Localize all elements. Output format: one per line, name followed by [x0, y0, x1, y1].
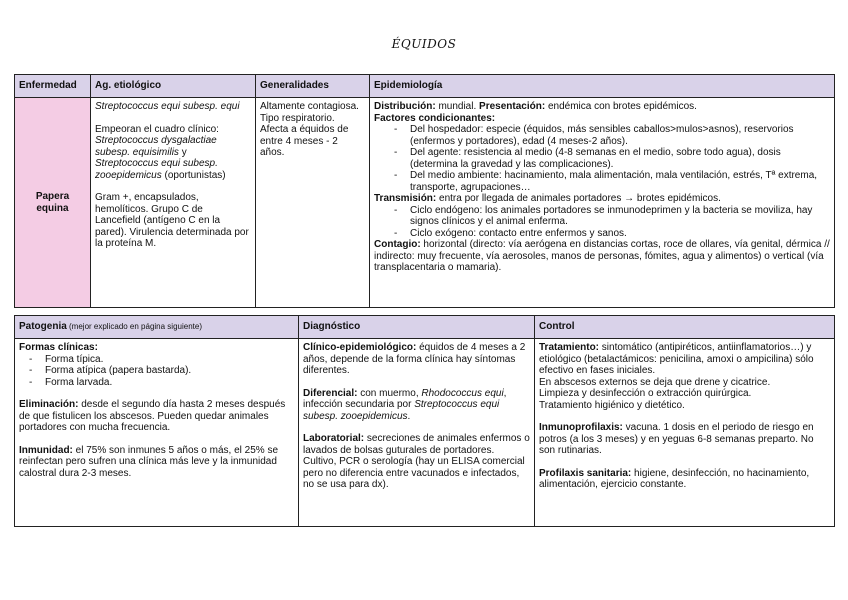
list-item: - Del agente: resistencia al medio (4-8 semanas en el medio, sobre todo agua), dosis (determina la gravedad y las complicaciones).	[374, 147, 830, 170]
header-enfermedad: Enfermedad	[15, 75, 91, 98]
agente-line3: Streptococcus dysgalactiae subesp. equisimilis y	[95, 135, 217, 158]
list-item: - Del medio ambiente: hacinamiento, mala alimentación, mala ventilación, estrés, Tª extrema, transporte, agrupaciones…	[374, 170, 830, 193]
agente-line5: Gram +, encapsulados, hemolíticos. Grupo C de Lancefield (antígeno C en la pared). Virulencia determinada por la proteína M.	[95, 192, 249, 249]
list-item: - Ciclo exógeno: contacto entre enfermos y sanos.	[374, 228, 830, 240]
factores-label: Factores condicionantes:	[374, 112, 496, 124]
eliminacion: Eliminación: desde el segundo día hasta 2 meses después de que fistulicen los abscesos. Pueden quedar animales portadores con mucha frecuencia.	[19, 399, 286, 433]
epidemiologia-cell	[370, 98, 835, 308]
inmunoprofilaxis: Inmunoprofilaxis: vacuna. 1 dosis en el periodo de riesgo en potros (a los 3 meses) y en yeguas 6-8 semanas preparto. No son rutinarias.	[539, 422, 814, 456]
agente-line4: Streptococcus equi subesp. zooepidemicus (oportunistas)	[95, 158, 226, 181]
diagnostico-cell	[299, 339, 535, 527]
diag-laboratorial: Laboratorial: secreciones de animales enfermos o lavados de bolsas guturales de portadores. Cultivo, PCR o serología (hay un ELISA comercial pero no diferencia entre vacunados e infectados, no se usa para dx).	[303, 433, 530, 490]
inmunidad: Inmunidad: el 75% son inmunes 5 años o más, el 25% se reinfectan pero sufren una clínica más leve y la inmunidad calostral dura 2-3 meses.	[19, 444, 279, 479]
list-item: - Forma típica.	[19, 354, 294, 366]
tratamiento-line4: Tratamiento higiénico y dietético.	[539, 399, 685, 411]
formas-list	[19, 354, 294, 389]
distribucion: Distribución: mundial. Presentación: endémica con brotes epidémicos.	[374, 101, 697, 112]
ciclos-list	[374, 205, 830, 240]
agente-line1: Streptococcus equi subesp. equi	[95, 101, 240, 112]
tratamiento-line2: En abscesos externos se deja que drene y cicatrice.	[539, 376, 771, 388]
page-title: ÉQUIDOS	[391, 37, 457, 51]
header-epidemiologia: Epidemiología	[370, 75, 835, 98]
generalidades-cell: Altamente contagiosa. Tipo respiratorio. Afecta a équidos de entre 4 meses - 2 años.	[256, 98, 370, 308]
list-item: - Ciclo endógeno: los animales portadores se inmunodeprimen y la bacteria se moviliza, hay signos clínicos y el animal enferma.	[374, 205, 830, 228]
header-control: Control	[535, 316, 835, 339]
tratamiento-line3: Limpieza y desinfección o extracción quirúrgica.	[539, 388, 752, 399]
factores-list	[374, 124, 830, 193]
header-diagnostico: Diagnóstico	[299, 316, 535, 339]
transmision: Transmisión: entra por llegada de animales portadores → brotes epidémicos.	[374, 193, 721, 204]
tratamiento: Tratamiento: sintomático (antipiréticos, antiinflamatorios…) y etiológico (betalactámicos: penicilina, amoxi o ampicilina) sólo efectivo en fases iniciales.	[539, 342, 814, 376]
contagio: Contagio: horizontal (directo: vía aerógena en distancias cortas, roce de ollares, vía genital, dérmica // indirecto: muy frecuente, vía aerosoles, manos de personas, fómites, agua y alimentos) o vertical (vía transplacentaria o mamaria).	[374, 239, 830, 273]
agente-cell	[91, 98, 256, 308]
profilaxis-sanitaria: Profilaxis sanitaria: higiene, desinfección, no hacinamiento, alimentación, ejercicio constante.	[539, 467, 810, 490]
formas-label: Formas clínicas:	[19, 342, 98, 353]
agente-line2: Empeoran el cuadro clínico:	[95, 123, 219, 135]
control-table	[14, 315, 835, 527]
header-agente: Ag. etiológico	[91, 75, 256, 98]
list-item: - Forma atípica (papera bastarda).	[19, 365, 294, 377]
diag-diferencial: Diferencial: con muermo, Rhodococcus equi, infección secundaria por Streptococcus equi subesp. zooepidemicus.	[303, 387, 507, 422]
list-item: - Del hospedador: especie (équidos, más sensibles caballos>mulos>asnos), reservorios (enfermos y portadores), edad (4 meses-2 años).	[374, 124, 830, 147]
epidemiology-table	[14, 74, 835, 308]
list-item: - Forma larvada.	[19, 377, 294, 389]
disease-name: Papera equina	[15, 98, 91, 308]
patogenia-cell	[15, 339, 299, 527]
diag-clinico: Clínico-epidemiológico: équidos de 4 meses a 2 años, depende de la forma clínica hay síntomas diferentes.	[303, 342, 526, 376]
header-patogenia: Patogenia (mejor explicado en página siguiente)	[15, 316, 299, 339]
control-cell	[535, 339, 835, 527]
header-generalidades: Generalidades	[256, 75, 370, 98]
